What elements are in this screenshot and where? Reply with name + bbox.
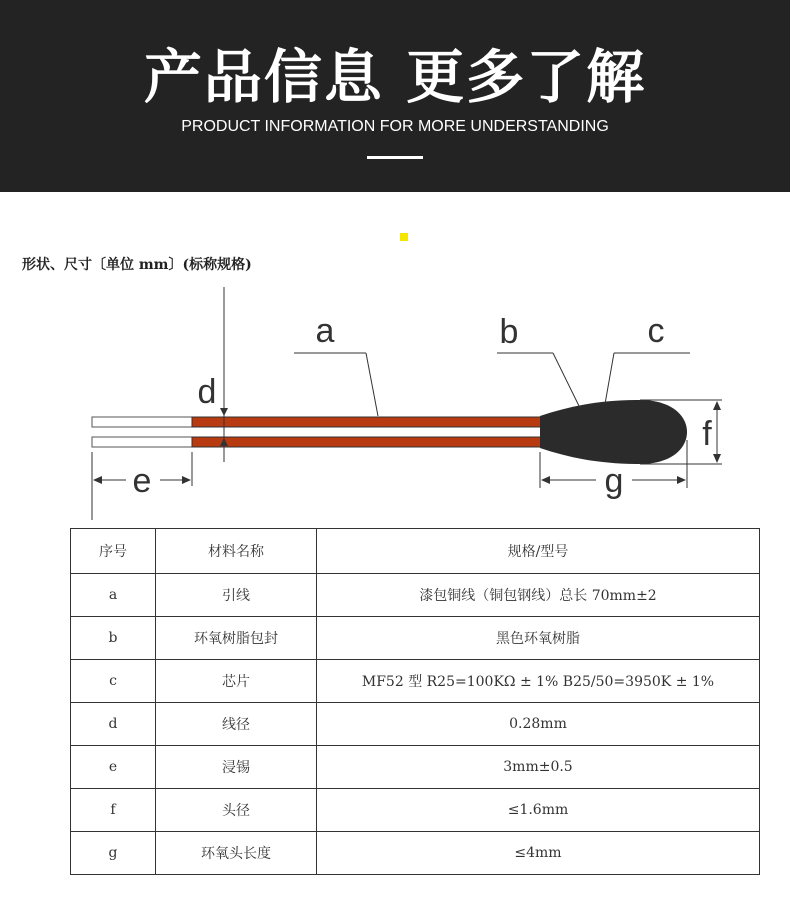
row-spec: 漆包铜线（铜包钢线）总长 70mm±2 — [317, 574, 760, 617]
table-row — [71, 660, 760, 703]
label-b: b — [499, 313, 519, 351]
row-material: 引线 — [156, 574, 317, 617]
header-material: 材料名称 — [156, 529, 317, 574]
row-spec: 0.28mm — [317, 703, 760, 746]
table-row — [71, 574, 760, 617]
table-header-row — [71, 529, 760, 574]
epoxy-head — [540, 400, 687, 464]
row-spec: 黑色环氧树脂 — [317, 617, 760, 660]
spec-table — [70, 528, 760, 875]
row-spec: 3mm±0.5 — [317, 746, 760, 789]
row-spec: MF52 型 R25=100KΩ ± 1% B25/50=3950K ± 1% — [317, 660, 760, 703]
row-index: b — [71, 617, 156, 660]
header-spec: 规格/型号 — [317, 529, 760, 574]
header-index: 序号 — [71, 529, 156, 574]
row-material: 线径 — [156, 703, 317, 746]
table-row — [71, 832, 760, 875]
label-e: e — [132, 462, 152, 500]
lead-wire-bottom — [192, 437, 548, 447]
banner-subtitle: PRODUCT INFORMATION FOR MORE UNDERSTANDING — [181, 118, 609, 135]
row-material: 头径 — [156, 789, 317, 832]
row-material: 环氧头长度 — [156, 832, 317, 875]
row-spec: ≤1.6mm — [317, 789, 760, 832]
diagram-caption: 形状、尺寸〔单位 mm〕(标称规格) — [22, 257, 252, 273]
row-index: a — [71, 574, 156, 617]
label-d: d — [197, 373, 217, 411]
row-index: c — [71, 660, 156, 703]
label-c: c — [647, 312, 665, 350]
banner-title: 产品信息 更多了解 — [143, 43, 647, 111]
label-f: f — [702, 415, 712, 453]
row-index: f — [71, 789, 156, 832]
row-material: 环氧树脂包封 — [156, 617, 317, 660]
row-spec: ≤4mm — [317, 832, 760, 875]
table-row — [71, 789, 760, 832]
table-row — [71, 703, 760, 746]
row-index: g — [71, 832, 156, 875]
row-index: e — [71, 746, 156, 789]
label-g: g — [604, 462, 624, 500]
table-row — [71, 617, 760, 660]
lead-wire-top — [192, 417, 548, 427]
row-material: 浸锡 — [156, 746, 317, 789]
row-material: 芯片 — [156, 660, 317, 703]
row-index: d — [71, 703, 156, 746]
lead-tinned-end-bottom — [92, 437, 192, 447]
label-a: a — [315, 312, 335, 350]
lead-tinned-end-top — [92, 417, 192, 427]
table-row — [71, 746, 760, 789]
